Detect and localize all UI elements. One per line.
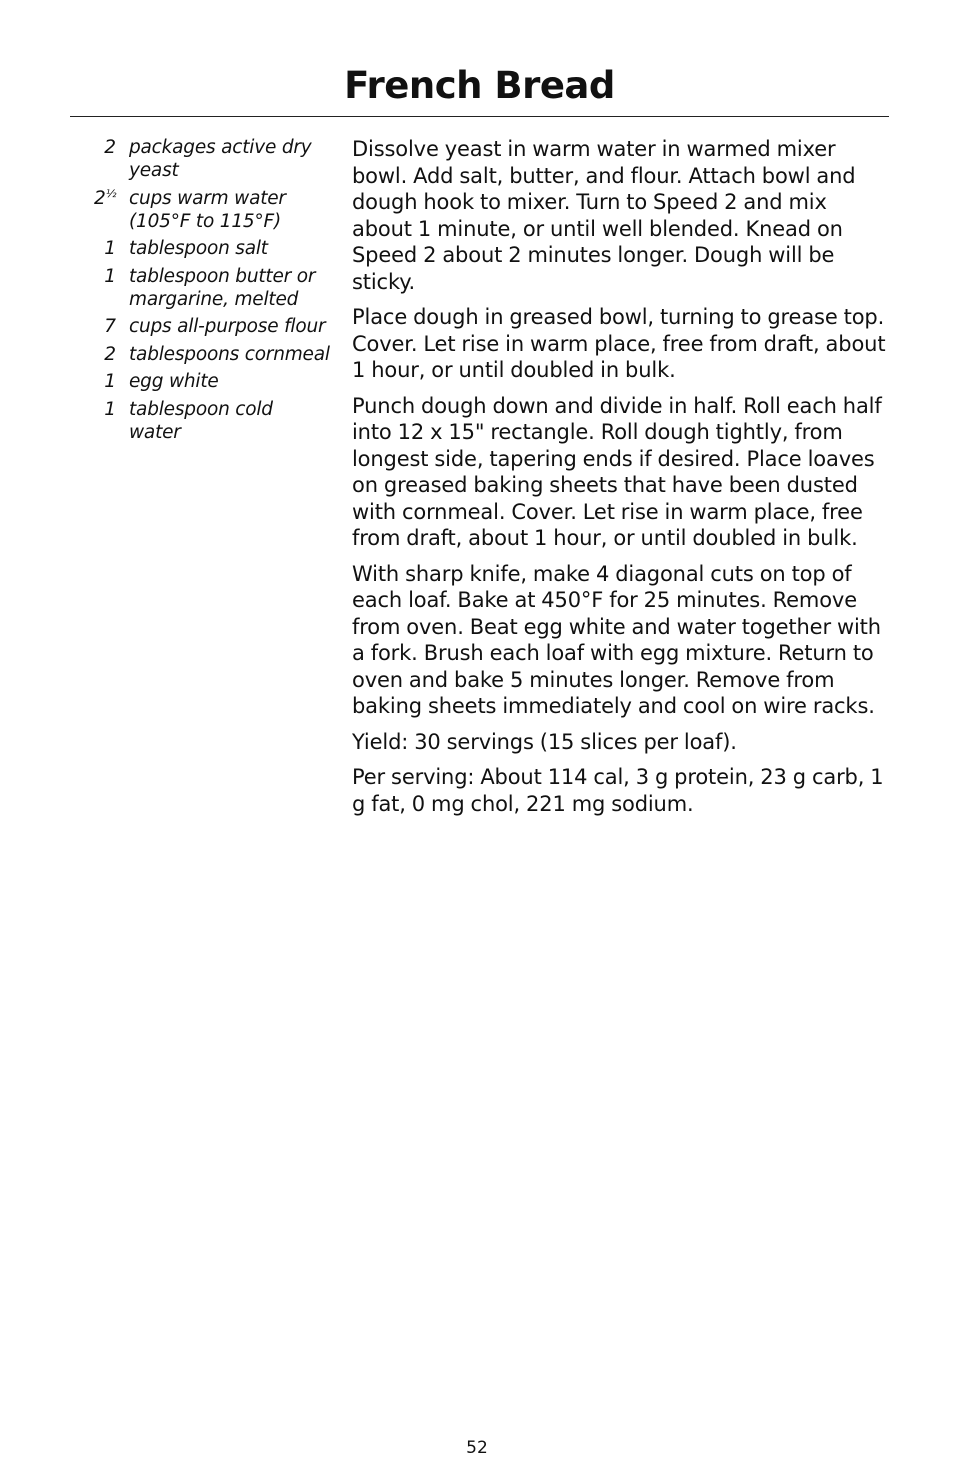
ingredient-text: tablespoons cornmeal [129, 343, 330, 365]
ingredient-item [80, 136, 330, 182]
ingredient-quantity: 1 [104, 398, 116, 420]
ingredient-text: tablespoon cold water [129, 398, 273, 443]
ingredient-item [80, 265, 330, 311]
nutrition-text: Per serving: About 114 cal, 3 g protein, 23 g carb, 1 g fat, 0 mg chol, 221 mg sodium. [352, 765, 884, 816]
ingredient-quantity: 2 [104, 137, 116, 158]
ingredient-quantity: 1 [104, 238, 116, 259]
ingredient-item [80, 398, 330, 444]
ingredient-quantity: 1 [104, 265, 116, 287]
ingredient-quantity: $2^{\frac{1}{2}}$ [94, 186, 116, 209]
yield-text: Yield: 30 servings (15 slices per loaf). [352, 729, 737, 754]
page-title: French Bread [344, 64, 615, 107]
direction-paragraph: With sharp knife, make 4 diagonal cuts on top of each loaf. Bake at 450°F for 25 minutes. Remove from oven. Beat egg white and water together with a fork. Brush each loaf with egg mixture. Return to oven and bake 5 minutes longer. Remove from baking sheets immediately and cool on wire racks. [352, 561, 881, 718]
ingredient-item [80, 343, 330, 366]
direction-paragraph: Dissolve yeast in warm water in warmed mixer bowl. Add salt, butter, and flour. Attach bowl and dough hook to mixer. Turn to Speed 2 and mix about 1 minute, or until well blended. Knead on Speed 2 about 2 minutes longer. Dough will be sticky. [352, 137, 856, 294]
ingredient-text: egg white [129, 371, 219, 392]
ingredient-item [80, 370, 330, 393]
ingredient-text: tablespoon salt [129, 238, 268, 259]
ingredient-text: packages active dry yeast [129, 137, 312, 181]
ingredient-item [80, 237, 330, 260]
ingredient-quantity: 7 [104, 316, 116, 337]
page-number: 52 [466, 1438, 488, 1458]
direction-paragraph: Punch dough down and divide in half. Roll each half into 12 x 15" rectangle. Roll dough tightly, from longest side, tapering ends if desired. Place loaves on greased baking sheets that have been dusted with cornmeal. Cover. Let rise in warm place, free from draft, about 1 hour, or until doubled in bulk. [352, 393, 882, 550]
ingredient-list [80, 136, 330, 448]
ingredient-item [80, 315, 330, 338]
title-divider [70, 116, 889, 117]
directions [352, 136, 892, 826]
ingredient-quantity: 2 [104, 343, 116, 365]
ingredient-quantity: 1 [104, 371, 116, 392]
direction-paragraph: Place dough in greased bowl, turning to grease top. Cover. Let rise in warm place, free from draft, about 1 hour, or until doubled in bulk. [352, 305, 886, 382]
ingredient-text: tablespoon butter or margarine, melted [129, 265, 316, 310]
ingredient-item [80, 187, 330, 233]
ingredient-text: cups all-purpose flour [129, 316, 326, 337]
ingredient-text: cups warm water (105°F to 115°F) [129, 187, 286, 232]
